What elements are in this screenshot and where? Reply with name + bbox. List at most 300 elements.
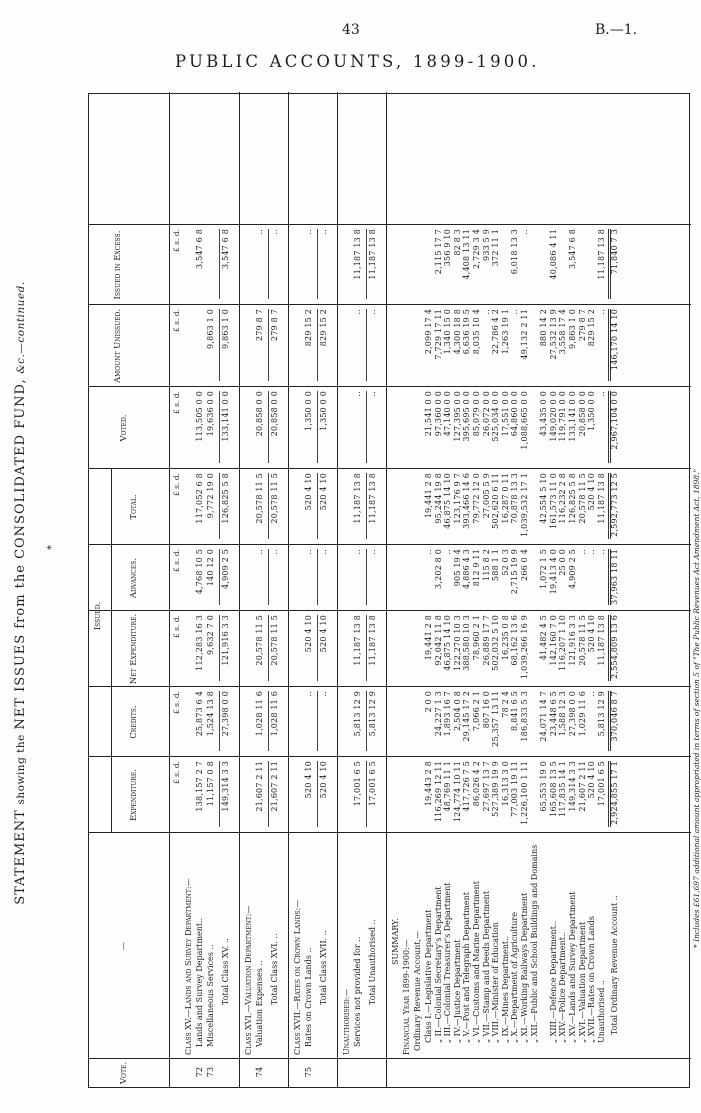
table-row bbox=[354, 92, 365, 1087]
amount-cell: .. bbox=[596, 549, 606, 555]
amount-cell: 85,079 0 0 bbox=[472, 391, 481, 437]
amount-cell: 20,858 0 0 bbox=[255, 391, 264, 437]
amount-cell: 25,357 13 11 bbox=[491, 691, 501, 747]
subtotal-rule bbox=[268, 691, 269, 751]
amount-cell: 117,835 14 1 bbox=[558, 761, 568, 817]
caption-main: NET ISSUES from the CONSOLIDATED FUND, bbox=[13, 378, 28, 730]
amount-cell: 92,042 11 8 bbox=[433, 615, 443, 666]
subtotal-rule bbox=[268, 615, 269, 681]
row-description: SUMMARY. bbox=[391, 918, 400, 965]
amount-cell: 4,300 18 8 bbox=[452, 309, 462, 355]
amount-cell: .. bbox=[424, 549, 433, 555]
amount-cell: 11,157 0 8 bbox=[206, 761, 215, 807]
subtotal-rule bbox=[268, 549, 269, 605]
total-row bbox=[320, 92, 331, 1087]
header-issued-in-excess: Issued in Excess. bbox=[113, 230, 123, 300]
amount-cell: 86,026 4 2 bbox=[472, 761, 481, 807]
statement-caption bbox=[14, 88, 27, 1098]
amount-cell: 2,924,855 17 1 bbox=[610, 761, 620, 825]
subtotal-rule bbox=[219, 229, 220, 299]
amount-cell: 2,967,104 0 0 bbox=[610, 391, 620, 450]
amount-cell: 133,141 0 0 bbox=[221, 391, 230, 442]
amount-cell: 37,963 18 11 bbox=[610, 549, 620, 605]
amount-cell: 27,398 0 0 bbox=[568, 691, 577, 737]
amount-cell: 20,578 11 5 bbox=[577, 473, 587, 524]
amount-cell: 2,715 19 9 bbox=[510, 549, 520, 595]
subtotal-rule bbox=[219, 309, 220, 381]
subtotal-rule bbox=[219, 615, 220, 681]
amount-cell: 71,840 7 3 bbox=[610, 229, 620, 275]
row-description: „ II.—Colonial Secretary's Department bbox=[433, 886, 443, 1043]
amount-cell: .. bbox=[353, 309, 362, 315]
amount-cell: 520 4 10 bbox=[319, 615, 328, 653]
row-description: „ VI.—Customs and Marine Department bbox=[472, 881, 481, 1043]
document-reference: B.—1. bbox=[595, 22, 638, 38]
amount-cell: 79,772 12 0 bbox=[472, 473, 481, 524]
subtotal-rule bbox=[317, 391, 318, 463]
summary-heading bbox=[392, 92, 403, 1087]
row-description: Rates on Crown Lands .. bbox=[304, 947, 313, 1047]
subtotal-rule bbox=[219, 549, 220, 605]
amount-cell: 52 0 3 bbox=[500, 549, 510, 576]
amount-cell: 372 11 1 bbox=[491, 229, 501, 267]
amount-cell: 27,005 5 9 bbox=[481, 473, 491, 519]
amount-cell: 3,547 6 8 bbox=[195, 229, 204, 269]
amount-cell: 11,187 13 8 bbox=[596, 229, 606, 280]
amount-cell: 11,187 13 8 bbox=[368, 473, 377, 524]
row-description: Unauthorised .. bbox=[596, 980, 606, 1043]
amount-cell: 25,873 6 4 bbox=[195, 691, 204, 737]
amount-cell: 5,813 12 9 bbox=[368, 691, 377, 737]
amount-cell: 19,636 0 0 bbox=[206, 391, 215, 437]
amount-cell: 417,726 7 5 bbox=[462, 761, 472, 812]
section-rule bbox=[386, 92, 387, 1087]
amount-cell: 2,592,773 12 5 bbox=[610, 473, 620, 537]
amount-cell: .. bbox=[353, 549, 362, 555]
row-description: „ X.—Department of Agriculture bbox=[510, 912, 520, 1043]
total-row bbox=[369, 92, 380, 1087]
amount-cell: 1,340 15 0 bbox=[443, 309, 453, 355]
unit-label: £ s. d. bbox=[172, 229, 181, 252]
amount-cell: .. bbox=[368, 391, 377, 397]
amount-cell: 905 19 4 bbox=[452, 549, 462, 587]
table-row bbox=[305, 92, 316, 1087]
amount-cell: 41,482 4 5 bbox=[539, 615, 549, 661]
amount-cell: 20,858 0 0 bbox=[270, 391, 279, 437]
row-description: Total Unauthorised .. bbox=[368, 919, 377, 1005]
amount-cell: 11,187 13 8 bbox=[353, 473, 362, 524]
amount-cell: 6,636 19 5 bbox=[462, 309, 472, 355]
amount-cell: 1,039,532 17 1 bbox=[520, 473, 529, 537]
amount-cell: 21,607 2 11 bbox=[255, 761, 264, 812]
row-description: „ XVII.—Rates on Crown Lands bbox=[587, 916, 597, 1043]
amount-cell: 520 4 10 bbox=[587, 615, 597, 653]
amount-cell: .. bbox=[304, 549, 313, 555]
subtotal-rule bbox=[317, 229, 318, 299]
amount-cell: 19,441 2 8 bbox=[424, 473, 433, 519]
row-description: Total Class XV. .. bbox=[221, 937, 230, 1005]
amount-cell: 1,039,266 16 9 bbox=[520, 615, 529, 679]
row-description: Unauthorised:— bbox=[342, 988, 351, 1055]
amount-cell: 95,244 19 8 bbox=[433, 473, 443, 524]
amount-cell: 149,314 3 3 bbox=[568, 761, 577, 812]
amount-cell: .. bbox=[596, 391, 606, 397]
row-description: „ XIII.—Defence Department.. bbox=[548, 920, 558, 1043]
amount-cell: 19,413 4 0 bbox=[548, 549, 558, 595]
amount-cell: 124,774 10 11 bbox=[452, 761, 462, 823]
amount-cell: 393,466 14 6 bbox=[462, 473, 472, 529]
amount-cell: 829 15 2 bbox=[304, 309, 313, 347]
header-amount-unissued: Amount Unissued. bbox=[113, 308, 123, 384]
amount-cell: 113,505 0 0 bbox=[195, 391, 204, 442]
amount-cell: 9,863 1 0 bbox=[221, 309, 230, 349]
amount-cell: 520 4 10 bbox=[304, 615, 313, 653]
amount-cell: 7,729 17 11 bbox=[433, 309, 443, 360]
subtotal-rule bbox=[366, 549, 367, 605]
amount-cell: 4,408 13 11 bbox=[462, 229, 472, 280]
amount-cell: 2,554,809 13 6 bbox=[610, 615, 620, 679]
row-description: Ordinary Revenue Account,— bbox=[413, 930, 422, 1051]
amount-cell: 4,768 10 5 bbox=[195, 549, 204, 595]
amount-cell: 46,875 14 10 bbox=[443, 473, 453, 529]
amount-cell: .. bbox=[255, 549, 264, 555]
amount-cell: 116,232 2 8 bbox=[558, 473, 568, 524]
row-description: Valuation Expenses .. bbox=[255, 960, 264, 1047]
amount-cell: .. bbox=[368, 309, 377, 315]
amount-cell: 395,695 0 0 bbox=[462, 391, 472, 442]
header-advances: Advances. bbox=[129, 557, 139, 599]
amount-cell: 11,187 13 8 bbox=[353, 615, 362, 666]
amount-cell: 17,001 6 5 bbox=[368, 761, 377, 807]
amount-cell: .. bbox=[368, 549, 377, 555]
amount-cell: 1,029 11 6 bbox=[577, 691, 587, 737]
amount-cell: 9,632 7 0 bbox=[206, 615, 215, 655]
amount-cell: .. bbox=[587, 691, 597, 697]
amount-cell: 186,833 5 3 bbox=[520, 691, 529, 742]
amount-cell: 26,889 17 7 bbox=[481, 615, 491, 666]
amount-cell: 16,287 0 11 bbox=[500, 473, 510, 524]
row-description: „ XII.—Public and School Buildings and Domains bbox=[529, 844, 539, 1043]
header-expenditure: Expenditure. bbox=[129, 769, 139, 821]
amount-cell: 82 8 3 bbox=[452, 229, 462, 256]
subtotal-rule bbox=[317, 691, 318, 751]
amount-cell: 19,441 2 8 bbox=[424, 615, 433, 661]
amount-cell: 25 0 0 bbox=[558, 549, 568, 576]
amount-cell: .. bbox=[596, 309, 606, 315]
amount-cell: 121,916 3 3 bbox=[221, 615, 230, 666]
amount-cell: 812 9 11 bbox=[472, 549, 481, 587]
amount-cell: 525,034 0 0 bbox=[491, 391, 501, 442]
amount-cell: 1,028 11 6 bbox=[255, 691, 264, 737]
table-row bbox=[256, 92, 267, 1087]
amount-cell: 20,578 11 5 bbox=[255, 615, 264, 666]
amount-cell: 1,350 0 0 bbox=[304, 391, 313, 431]
amount-cell: 11,187 13 8 bbox=[368, 229, 377, 280]
amount-cell: 21,607 2 11 bbox=[270, 761, 279, 812]
amount-cell: 4,909 2 5 bbox=[568, 549, 577, 589]
amount-cell: 266 0 4 bbox=[520, 549, 529, 581]
page-header bbox=[0, 0, 700, 78]
amount-cell: .. bbox=[270, 549, 279, 555]
subtotal-rule bbox=[219, 691, 220, 751]
amount-cell: .. bbox=[319, 229, 328, 235]
caption-continued: &c.—continued. bbox=[15, 281, 27, 374]
amount-cell: 119,791 0 0 bbox=[558, 391, 568, 442]
row-description: Financial Year 1899-1900:— bbox=[402, 939, 411, 1055]
amount-cell: 20,578 11 5 bbox=[270, 473, 279, 524]
amount-cell: .. bbox=[319, 549, 328, 555]
section-rule bbox=[239, 92, 240, 1087]
amount-cell: 115 8 2 bbox=[481, 549, 491, 581]
amount-cell: 17,001 6 5 bbox=[353, 761, 362, 807]
amount-cell: 520 4 10 bbox=[587, 761, 597, 799]
total-row bbox=[222, 92, 233, 1087]
subtotal-rule bbox=[317, 309, 318, 381]
row-description: Class XVII.—Rates on Crown Lands:— bbox=[293, 899, 302, 1055]
unit-label: £ s. d. bbox=[172, 473, 181, 496]
amount-cell: 140 12 0 bbox=[206, 549, 215, 587]
amount-cell: .. bbox=[481, 309, 491, 315]
amount-cell: 24,227 1 3 bbox=[433, 691, 443, 737]
amount-cell: 43,435 0 0 bbox=[539, 391, 549, 437]
caption-showing: showing the bbox=[15, 734, 27, 805]
subtotal-rule bbox=[317, 549, 318, 605]
amount-cell: .. bbox=[510, 309, 520, 315]
amount-cell: 1,226,100 1 11 bbox=[520, 761, 529, 825]
amount-cell: 19,443 2 8 bbox=[424, 761, 433, 807]
amount-cell: 161,573 11 0 bbox=[548, 473, 558, 529]
amount-cell: 165,608 13 5 bbox=[548, 761, 558, 817]
asterisk-mark: ⁎ bbox=[43, 545, 54, 550]
table-row bbox=[294, 92, 305, 1087]
amount-cell: 520 4 10 bbox=[304, 473, 313, 511]
amount-cell: 17,001 6 5 bbox=[596, 761, 606, 807]
row-description: „ IV.—Justice Department bbox=[452, 939, 462, 1043]
row-description: Total Ordinary Revenue Account .. bbox=[610, 895, 620, 1035]
amount-cell: 1,028 11 6 bbox=[270, 691, 279, 737]
amount-cell: 27,398 0 0 bbox=[221, 691, 230, 737]
vote-number: 73 bbox=[206, 1066, 215, 1078]
amount-cell: 20,858 0 0 bbox=[577, 391, 587, 437]
table-row bbox=[207, 92, 218, 1087]
amount-cell: 149,020 0 0 bbox=[548, 391, 558, 442]
amount-cell: 112,283 16 3 bbox=[195, 615, 204, 671]
amount-cell: 829 15 2 bbox=[587, 309, 597, 347]
amount-cell: 829 15 2 bbox=[319, 309, 328, 347]
row-description: „ XI.—Working Railways Department bbox=[520, 892, 529, 1043]
row-description: „ XV.—Lands and Survey Department bbox=[568, 891, 577, 1043]
amount-cell: 23,448 6 5 bbox=[548, 691, 558, 737]
section-rule bbox=[288, 92, 289, 1087]
amount-cell: 97,360 0 0 bbox=[433, 391, 443, 437]
amount-cell: 78,960 2 1 bbox=[472, 615, 481, 661]
amount-cell: 9,772 19 0 bbox=[206, 473, 215, 519]
subtotal-rule bbox=[366, 691, 367, 751]
amount-cell: 1,072 1 5 bbox=[539, 549, 549, 589]
amount-cell: 933 5 9 bbox=[481, 229, 491, 261]
amount-cell: 123,176 9 7 bbox=[452, 473, 462, 524]
row-description: Class I.—Legislative Department bbox=[424, 909, 433, 1043]
amount-cell: 65,553 19 0 bbox=[539, 761, 549, 812]
vote-number: 75 bbox=[304, 1066, 313, 1078]
amount-cell: 126,825 5 8 bbox=[221, 473, 230, 524]
amount-cell: 1,893 16 7 bbox=[443, 691, 453, 737]
amount-cell: 279 8 7 bbox=[577, 309, 587, 341]
amount-cell: 4,886 4 3 bbox=[462, 549, 472, 589]
subtotal-rule bbox=[219, 391, 220, 463]
amount-cell: .. bbox=[304, 229, 313, 235]
subtotal-rule bbox=[317, 473, 318, 539]
amount-cell: 138,157 2 7 bbox=[195, 761, 204, 812]
row-description: „ XVI.—Valuation Department bbox=[577, 921, 587, 1043]
amount-cell: 5,813 12 9 bbox=[596, 691, 606, 737]
amount-cell: 146,170 14 10 bbox=[610, 309, 620, 371]
grand-total-row bbox=[611, 92, 622, 1087]
amount-cell: .. bbox=[255, 229, 264, 235]
amount-cell: 388,580 10 3 bbox=[462, 615, 472, 671]
table-row bbox=[245, 92, 256, 1087]
amount-cell: 1,088,665 0 0 bbox=[520, 391, 529, 450]
amount-cell: 77,003 19 11 bbox=[510, 761, 520, 817]
summary-row bbox=[598, 92, 609, 1087]
amount-cell: 68,162 13 6 bbox=[510, 615, 520, 666]
amount-cell: 27,697 13 7 bbox=[481, 761, 491, 812]
amount-cell: 11,187 13 8 bbox=[368, 615, 377, 666]
subtotal-rule bbox=[219, 473, 220, 539]
amount-cell: 1,350 0 0 bbox=[587, 391, 597, 431]
amount-cell: 11,187 13 8 bbox=[596, 615, 606, 666]
unit-label: £ s. d. bbox=[172, 309, 181, 332]
subtotal-rule bbox=[366, 615, 367, 681]
subtotal-rule bbox=[366, 761, 367, 827]
amount-cell: .. bbox=[353, 391, 362, 397]
vote-number: 72 bbox=[195, 1066, 204, 1078]
amount-cell: 16,313 3 0 bbox=[500, 761, 510, 807]
header-vote: Vote. bbox=[119, 1061, 129, 1085]
subtotal-rule bbox=[366, 391, 367, 463]
amount-cell: .. bbox=[304, 691, 313, 697]
amount-cell: 2,099 17 4 bbox=[424, 309, 433, 355]
subtotal-rule bbox=[268, 761, 269, 827]
subtotal-rule bbox=[317, 615, 318, 681]
amount-cell: 520 4 10 bbox=[319, 761, 328, 799]
row-description: Services not provided for .. bbox=[353, 936, 362, 1047]
amount-cell: 49,132 2 11 bbox=[520, 309, 529, 360]
amount-cell: 149,314 3 3 bbox=[221, 761, 230, 812]
subtotal-rule bbox=[268, 229, 269, 299]
amount-cell: 7,066 2 1 bbox=[472, 691, 481, 731]
amount-cell: 29,145 17 2 bbox=[462, 691, 472, 742]
amount-cell: 880 14 2 bbox=[539, 309, 549, 347]
header-description: — bbox=[119, 941, 129, 951]
amount-cell: 40,086 4 11 bbox=[548, 229, 558, 280]
amount-cell: 127,395 0 0 bbox=[452, 391, 462, 442]
header-total: Total. bbox=[129, 494, 139, 520]
amount-cell: 142,160 7 0 bbox=[548, 615, 558, 666]
header-issued: Issued. bbox=[93, 601, 103, 631]
row-description: „ V.—Post and Telegraph Department bbox=[462, 892, 472, 1043]
rotated-table-page bbox=[0, 88, 700, 1098]
header-net-expenditure: Net Expenditure. bbox=[129, 613, 139, 685]
unit-label: £ s. d. bbox=[172, 761, 181, 784]
amount-cell: 24,071 14 7 bbox=[539, 691, 549, 742]
amount-cell: 1,350 0 0 bbox=[319, 391, 328, 431]
amount-cell: 520 4 10 bbox=[587, 473, 597, 511]
amount-cell: 16,235 0 8 bbox=[500, 615, 510, 661]
amount-cell: 8,035 10 4 bbox=[472, 309, 481, 355]
amount-cell: 17,551 0 0 bbox=[500, 391, 510, 437]
amount-cell: 2,115 17 7 bbox=[433, 229, 443, 275]
row-description: „ III.—Colonial Treasurer's Department bbox=[443, 882, 453, 1043]
amount-cell: 502,620 6 11 bbox=[491, 473, 501, 529]
subtotal-rule bbox=[317, 761, 318, 827]
unit-label: £ s. d. bbox=[172, 615, 181, 638]
amount-cell: 126,825 5 8 bbox=[568, 473, 577, 524]
amount-cell: .. bbox=[577, 549, 587, 555]
unit-label: £ s. d. bbox=[172, 691, 181, 714]
amount-cell: 527,389 19 9 bbox=[491, 761, 501, 817]
amount-cell: 27,532 13 9 bbox=[548, 309, 558, 360]
amount-cell: .. bbox=[520, 229, 529, 235]
amount-cell: 122,270 10 3 bbox=[452, 615, 462, 671]
amount-cell: 21,607 2 11 bbox=[577, 761, 587, 812]
header-voted: Voted. bbox=[119, 414, 129, 442]
amount-cell: 116,269 12 11 bbox=[433, 761, 443, 823]
subtotal-rule bbox=[219, 761, 220, 827]
amount-cell: .. bbox=[319, 691, 328, 697]
amount-cell: .. bbox=[270, 229, 279, 235]
row-description: „ VII.—Stamp and Deeds Department bbox=[481, 890, 491, 1043]
caption-statement: STATEMENT bbox=[13, 809, 28, 905]
unit-label: £ s. d. bbox=[172, 549, 181, 572]
total-row bbox=[271, 92, 282, 1087]
amount-cell: 22,786 4 2 bbox=[491, 309, 501, 355]
amount-cell: 47,140 0 0 bbox=[443, 391, 453, 437]
amount-cell: 78 2 4 bbox=[500, 691, 510, 718]
issues-table bbox=[88, 93, 690, 1088]
amount-cell: 520 4 10 bbox=[319, 473, 328, 511]
amount-cell: 3,547 6 8 bbox=[221, 229, 230, 269]
footnote: * Includes £61,697 additional amount appropriated in terms of section 5 of "The Public Revenues Act Amendment Act, 1898." bbox=[692, 468, 701, 948]
amount-cell: 3,202 8 0 bbox=[433, 549, 443, 589]
row-description: Total Class XVI. .. bbox=[270, 933, 279, 1005]
amount-cell: 117,052 6 8 bbox=[195, 473, 204, 524]
amount-cell: 370,046 8 7 bbox=[610, 691, 620, 742]
header-credits: Credits. bbox=[129, 705, 139, 739]
page-title: PUBLIC ACCOUNTS, 1899-1900. bbox=[175, 52, 540, 71]
amount-cell: 11,187 13 8 bbox=[353, 229, 362, 280]
amount-cell: 4,909 2 5 bbox=[221, 549, 230, 589]
amount-cell: 46,875 14 10 bbox=[443, 615, 453, 671]
subtotal-rule bbox=[366, 229, 367, 299]
amount-cell: 807 16 0 bbox=[481, 691, 491, 729]
subtotal-rule bbox=[268, 391, 269, 463]
amount-cell: 8,841 6 5 bbox=[510, 691, 520, 731]
amount-cell: 9,863 1 0 bbox=[568, 309, 577, 349]
amount-cell: 26,072 0 0 bbox=[481, 391, 491, 437]
issued-header-rule bbox=[111, 469, 112, 833]
amount-cell: 20,578 11 5 bbox=[577, 615, 587, 666]
amount-cell: 2,729 3 4 bbox=[472, 229, 481, 269]
amount-cell: 11,187 13 8 bbox=[596, 473, 606, 524]
amount-cell: .. bbox=[587, 549, 597, 555]
row-description: Miscellaneous Services .. bbox=[206, 944, 215, 1047]
amount-cell: 20,578 11 5 bbox=[270, 615, 279, 666]
row-description: Class XVI.—Valuation Department:— bbox=[244, 905, 253, 1055]
amount-cell: .. bbox=[443, 549, 453, 555]
amount-cell: 121,916 3 3 bbox=[568, 615, 577, 666]
row-description: Lands and Survey Department.. bbox=[195, 917, 204, 1047]
